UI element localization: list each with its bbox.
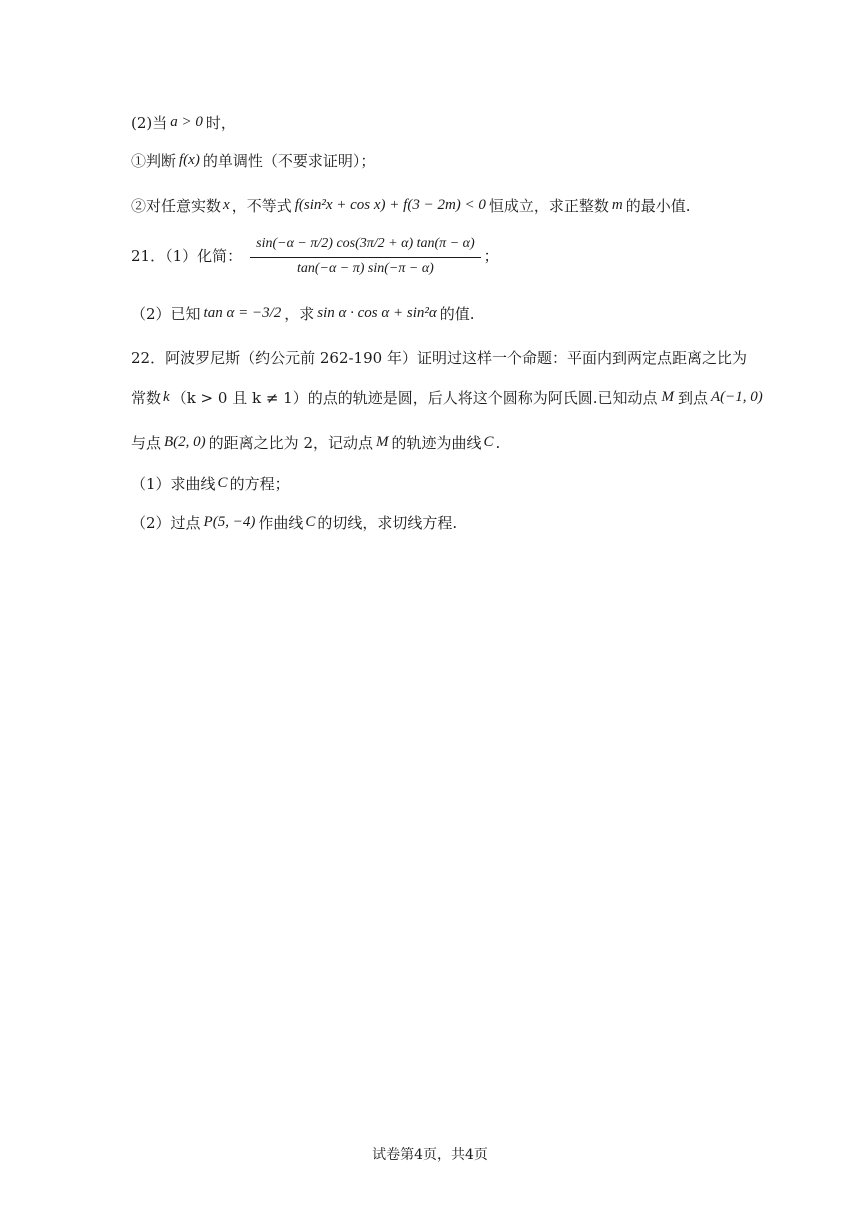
q20-item2-tail1: 恒成立，求正整数 bbox=[488, 197, 609, 215]
q21-part2-given: tan α = −3/2 bbox=[203, 305, 282, 321]
q22-part1-tail: 的方程； bbox=[229, 475, 290, 493]
q20-item1-func: f(x) bbox=[179, 152, 200, 168]
q22-line1 bbox=[131, 347, 747, 368]
q21-part1-end: ； bbox=[483, 247, 499, 266]
q20-item2-mid: ，不等式 bbox=[231, 197, 292, 215]
q22-part2-P: P(5, −4) bbox=[203, 514, 256, 530]
q22-line3-end: . bbox=[495, 433, 501, 452]
q22-line2-to: 到点 bbox=[677, 389, 708, 407]
q20-part2-cond: a > 0 bbox=[170, 114, 203, 130]
q22-line2-cond: （k > 0 且 k ≠ 1） bbox=[171, 389, 308, 407]
q22-line2-lead: 常数 bbox=[131, 389, 162, 407]
q22-part2-tail: 的切线，求切线方程. bbox=[317, 514, 458, 532]
q20-item2-var2: m bbox=[611, 197, 623, 213]
q20-item2-inequality: f(sin²x + cos x) + f(3 − 2m) < 0 bbox=[294, 197, 486, 213]
q20-item2-line bbox=[131, 195, 691, 216]
q20-item2-var: x bbox=[223, 197, 230, 213]
q20-item1-tail: 的单调性（不要求证明）； bbox=[202, 152, 376, 170]
q22-line3-tail: 的轨迹为曲线 bbox=[391, 434, 482, 452]
q22-part1-lead: （1）求曲线 bbox=[131, 475, 216, 493]
q20-part2-lead: (2)当 bbox=[131, 114, 168, 132]
q22-line3-C: C bbox=[483, 434, 494, 450]
q20-part2-tail: 时， bbox=[205, 114, 236, 132]
q21-part2-mid: ，求 bbox=[284, 305, 315, 323]
q21-part1-line bbox=[131, 234, 499, 278]
q22-part1-line bbox=[131, 473, 290, 494]
q22-line2-M: M bbox=[661, 389, 674, 405]
q21-label: 21．（1）化简： bbox=[131, 247, 243, 266]
q22-part2-lead: （2）过点 bbox=[131, 514, 201, 532]
q22-line3-lead: 与点 bbox=[131, 434, 162, 452]
q22-line3 bbox=[131, 432, 500, 453]
q22-part1-C: C bbox=[217, 475, 228, 491]
q22-part2-C: C bbox=[305, 514, 316, 530]
q21-part2-tail: 的值. bbox=[439, 305, 475, 323]
q21-part2-lead: （2）已知 bbox=[131, 305, 201, 323]
q21-numerator: sin(−α − π/2) cos(3π/2 + α) tan(π − α) bbox=[250, 234, 481, 258]
q20-item2-lead: ②对任意实数 bbox=[131, 197, 222, 215]
q21-denominator: tan(−α − π) sin(−π − α) bbox=[296, 260, 434, 276]
q21-part2-line bbox=[131, 303, 475, 324]
q20-item1-lead: ①判断 bbox=[131, 152, 177, 170]
q22-part2-line bbox=[131, 512, 457, 533]
q22-line2 bbox=[131, 387, 763, 408]
q22-line3-mid: 的距离之比为 2，记动点 bbox=[208, 434, 373, 452]
q20-part2-line bbox=[131, 112, 236, 133]
q22-part2-mid: 作曲线 bbox=[258, 514, 304, 532]
q22-line2-k: k bbox=[163, 389, 170, 405]
q22-line2-mid: 的点的轨迹是圆，后人将这个圆称为阿氏圆.已知动点 bbox=[307, 389, 658, 407]
q21-part2-expr: sin α · cos α + sin²α bbox=[317, 305, 437, 321]
q20-item1-line bbox=[131, 150, 375, 171]
q22-line1-text: 22．阿波罗尼斯（约公元前 262-190 年）证明过这样一个命题：平面内到两定点距离之比为 bbox=[131, 349, 747, 367]
q22-line2-A: A(−1, 0) bbox=[711, 389, 763, 405]
q21-fraction bbox=[250, 234, 481, 278]
page-footer: 试卷第4页，共4页 bbox=[372, 1147, 488, 1163]
q22-line3-B: B(2, 0) bbox=[164, 434, 206, 450]
q20-item2-tail2: 的最小值. bbox=[625, 197, 691, 215]
q22-line3-M: M bbox=[376, 434, 389, 450]
